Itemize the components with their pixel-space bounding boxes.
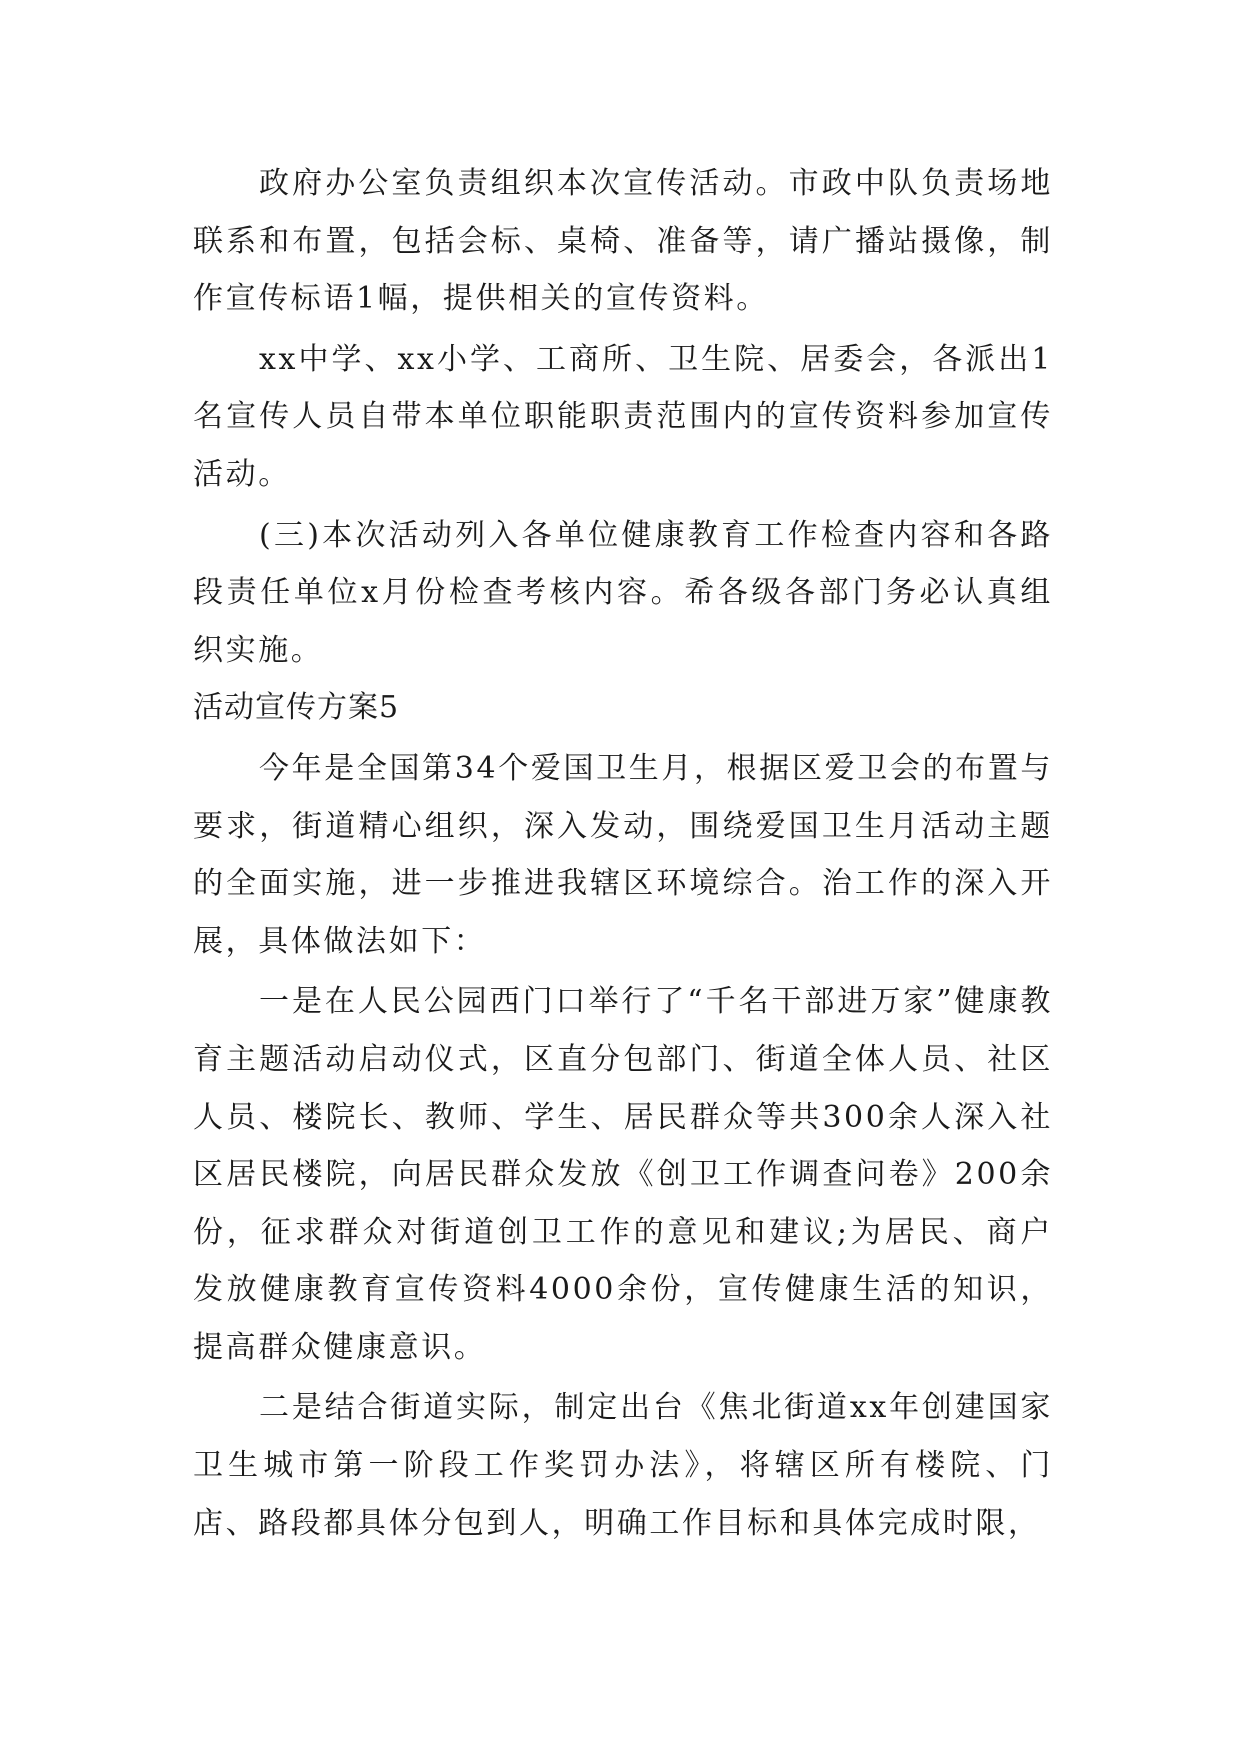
paragraph-units-participation: xx中学、xx小学、工商所、卫生院、居委会，各派出1名宣传人员自带本单位职能职责范围内的宣传资料参加宣传活动。 xyxy=(193,341,1053,492)
document-body xyxy=(193,155,1053,1552)
paragraph-first-measure: 一是在人民公园西门口举行了“千名干部进万家”健康教育主题活动启动仪式，区直分包部门、街道全体人员、社区人员、楼院长、教师、学生、居民群众等共300余人深入社区居民楼院，向居民群众发放《创卫工作调查问卷》200余份，征求群众对街道创卫工作的意见和建议;为居民、商户发放健康教育宣传资料4000余份，宣传健康生活的知识，提高群众健康意识。 xyxy=(193,984,1053,1365)
paragraph-inspection-content: (三)本次活动列入各单位健康教育工作检查内容和各路段责任单位x月份检查考核内容。希各级各部门务必认真组织实施。 xyxy=(193,517,1053,668)
paragraph-second-measure: 二是结合街道实际，制定出台《焦北街道xx年创建国家卫生城市第一阶段工作奖罚办法》，将辖区所有楼院、门店、路段都具体分包到人，明确工作目标和具体完成时限， xyxy=(193,1390,1053,1541)
paragraph-patriotic-health-month: 今年是全国第34个爱国卫生月，根据区爱卫会的布置与要求，街道精心组织，深入发动，围绕爱国卫生月活动主题的全面实施，进一步推进我辖区环境综合。治工作的深入开展，具体做法如下： xyxy=(193,750,1053,959)
paragraph-office-responsibility: 政府办公室负责组织本次宣传活动。市政中队负责场地联系和布置，包括会标、桌椅、准备等，请广播站摄像，制作宣传标语1幅，提供相关的宣传资料。 xyxy=(193,166,1053,317)
section-heading: 活动宣传方案5 xyxy=(193,690,400,726)
